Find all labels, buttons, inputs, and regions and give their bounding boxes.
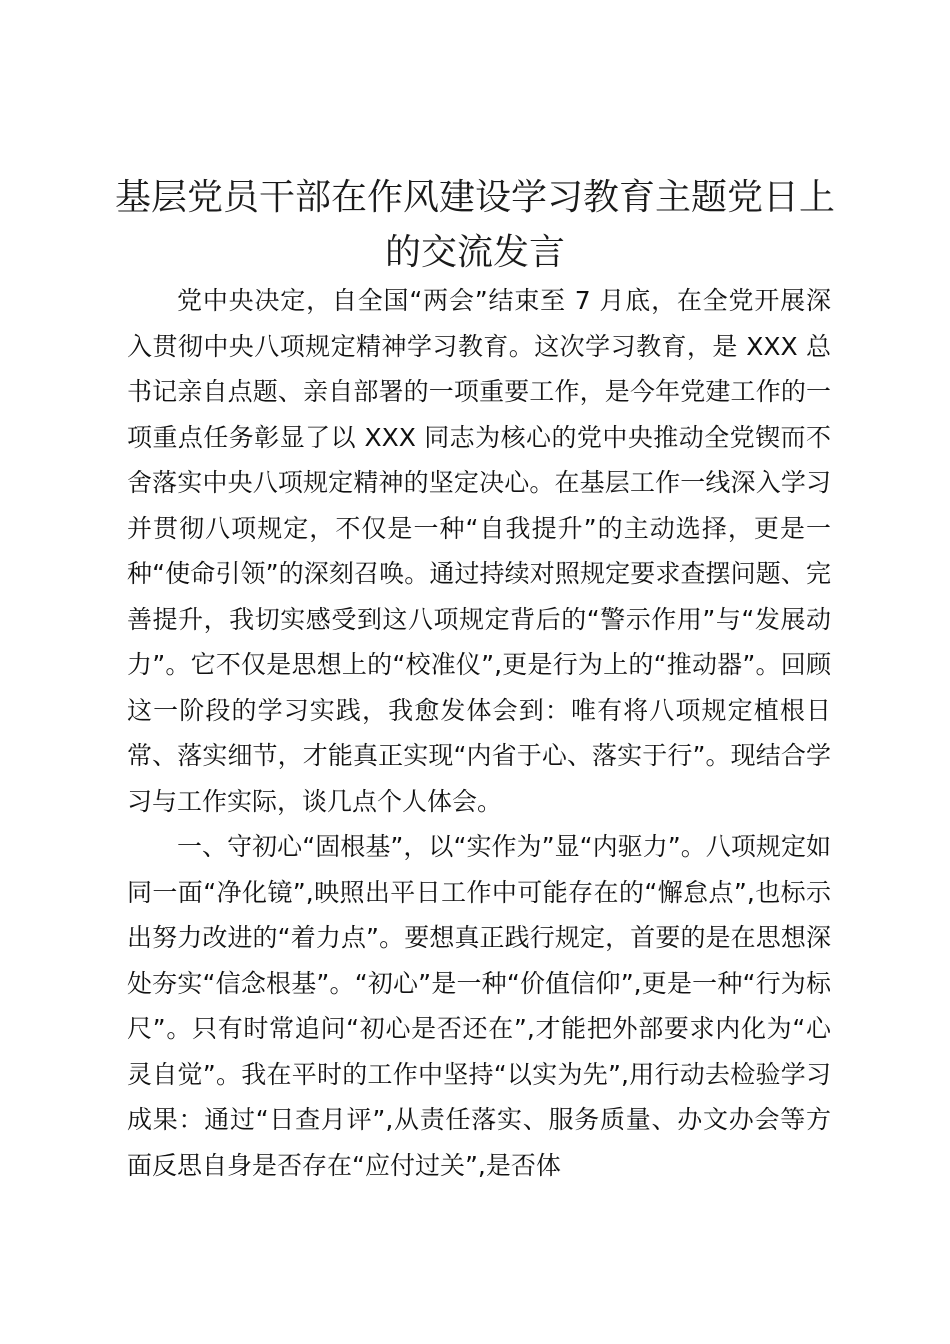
document-body (127, 278, 831, 1188)
document-title: 基层党员干部在作风建设学习教育主题党日上的交流发言 (114, 177, 835, 273)
paragraph-intro: 党中央决定，自全国“两会”结束至 7 月底，在全党开展深入贯彻中央八项规定精神学习教育。这次学习教育，是 XXX 总书记亲自点题、亲自部署的一项重要工作，是今年党建工作的一项重点任务彰显了以 XXX 同志为核心的党中央推动全党锲而不舍落实中央八项规定精神的坚定决心。在基层工作一线深入学习并贯彻八项规定，不仅是一种“自我提升”的主动选择，更是一种“使命引领”的深刻召唤。通过持续对照规定要求查摆问题、完善提升，我切实感受到这八项规定背后的“警示作用”与“发展动力”。它不仅是思想上的“校准仪”,更是行为上的“推动器”。回顾这一阶段的学习实践，我愈发体会到：唯有将八项规定植根日常、落实细节，才能真正实现“内省于心、落实于行”。现结合学习与工作实际，谈几点个人体会。 (127, 286, 831, 816)
paragraph-section-one: 一、守初心“固根基”，以“实作为”显“内驱力”。八项规定如同一面“净化镜”,映照出平日工作中可能存在的“懈怠点”,也标示出努力改进的“着力点”。要想真正践行规定，首要的是在思想深处夯实“信念根基”。“初心”是一种“价值信仰”,更是一种“行为标尺”。只有时常追问“初心是否还在”,才能把外部要求内化为“心灵自觉”。我在平时的工作中坚持“以实为先”,用行动去检验学习成果：通过“日查月评”,从责任落实、服务质量、办文办会等方面反思自身是否存在“应付过关”,是否体 (127, 832, 831, 1180)
